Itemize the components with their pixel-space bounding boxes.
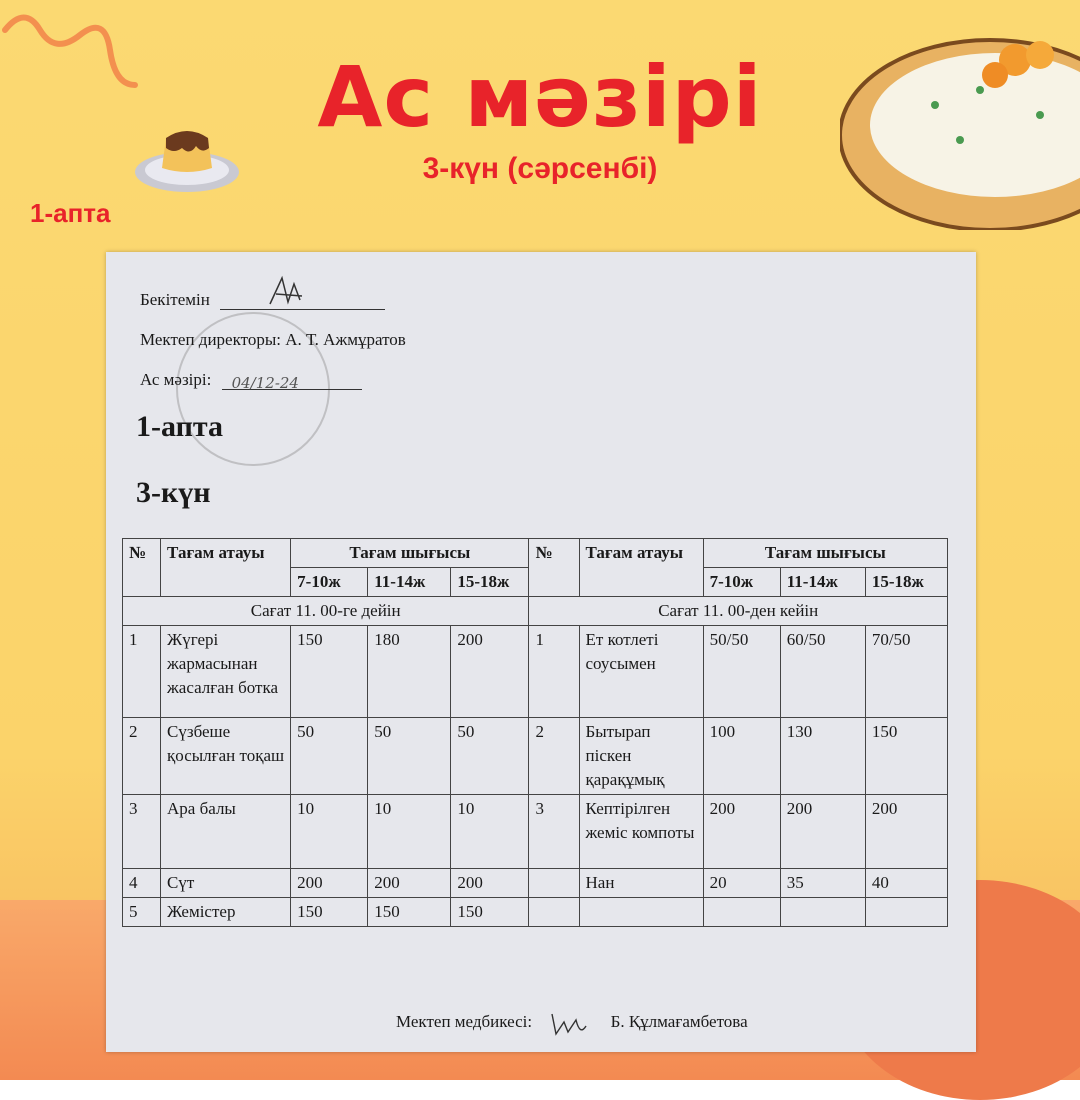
cell: 3: [123, 795, 161, 869]
col-age3-right: 15-18ж: [865, 568, 947, 597]
cell: 50: [368, 718, 451, 795]
cell: 10: [368, 795, 451, 869]
col-num: №: [123, 539, 161, 597]
approve-line: [140, 290, 385, 310]
cell: 150: [368, 898, 451, 927]
cell: 70/50: [865, 626, 947, 718]
cell: 20: [703, 869, 780, 898]
col-name: Тағам атауы: [161, 539, 291, 597]
signature-icon: [546, 1008, 596, 1038]
cell: 130: [780, 718, 865, 795]
table-row: [123, 718, 948, 795]
cell: [780, 898, 865, 927]
cell: [703, 898, 780, 927]
cell: Кептірілген жеміс компоты: [579, 795, 703, 869]
cell: 2: [529, 718, 579, 795]
table-row: [123, 898, 948, 927]
director-line: Мектеп директоры: А. Т. Ажмұратов: [140, 330, 406, 349]
cell: 10: [451, 795, 529, 869]
poster-title: Ас мәзірі: [317, 48, 763, 146]
cell: 4: [123, 869, 161, 898]
cell: 200: [865, 795, 947, 869]
cell: 150: [291, 626, 368, 718]
week-heading: 1-апта: [136, 410, 223, 443]
approve-label: Бекітемін: [140, 290, 210, 309]
cell: 180: [368, 626, 451, 718]
cell: 3: [529, 795, 579, 869]
cell: [579, 898, 703, 927]
cell: 200: [780, 795, 865, 869]
cell: Жемістер: [161, 898, 291, 927]
cell: 2: [123, 718, 161, 795]
section-after-11: Сағат 11. 00-ден кейін: [529, 597, 948, 626]
table-row: [123, 869, 948, 898]
cell: 50: [451, 718, 529, 795]
cell: Ет котлеті соусымен: [579, 626, 703, 718]
cell: 200: [703, 795, 780, 869]
cell: Сүт: [161, 869, 291, 898]
cell: 200: [451, 869, 529, 898]
menu-date-label: Ас мәзірі:: [140, 370, 212, 389]
rice-plate-icon: [840, 20, 1080, 230]
section-row: [123, 597, 948, 626]
nurse-name: Б. Құлмағамбетова: [610, 1011, 748, 1031]
cell: [529, 898, 579, 927]
menu-date-value: 04/12-24: [231, 374, 299, 392]
pudding-icon: [132, 120, 242, 195]
cell: 150: [291, 898, 368, 927]
cell: Нан: [579, 869, 703, 898]
cell: 150: [451, 898, 529, 927]
col-age1: 7-10ж: [291, 568, 368, 597]
cell: 35: [780, 869, 865, 898]
menu-date-underline: [222, 373, 362, 390]
week-label: 1-апта: [30, 198, 111, 228]
cell: 200: [291, 869, 368, 898]
col-age2: 11-14ж: [368, 568, 451, 597]
approve-signature-line: [220, 293, 385, 310]
cell: 60/50: [780, 626, 865, 718]
col-num-right: №: [529, 539, 579, 597]
cell: Ара балы: [161, 795, 291, 869]
cell: 100: [703, 718, 780, 795]
menu-date-line: [140, 370, 362, 390]
cell: [529, 869, 579, 898]
cell: 50/50: [703, 626, 780, 718]
cell: Бытырап піскен қарақұмық: [579, 718, 703, 795]
cell: 10: [291, 795, 368, 869]
poster-subtitle: 3-күн (сәрсенбі): [422, 152, 658, 185]
cell: 1: [529, 626, 579, 718]
section-before-11: Сағат 11. 00-ге дейін: [123, 597, 529, 626]
table-row: [123, 795, 948, 869]
cell: 200: [368, 869, 451, 898]
col-name-right: Тағам атауы: [579, 539, 703, 597]
table-row: [123, 626, 948, 718]
col-output-right: Тағам шығысы: [703, 539, 947, 568]
cell: 150: [865, 718, 947, 795]
col-age3: 15-18ж: [451, 568, 529, 597]
cell: 50: [291, 718, 368, 795]
nurse-signature-line: [396, 1008, 748, 1038]
cell: [865, 898, 947, 927]
cell: 5: [123, 898, 161, 927]
col-age1-right: 7-10ж: [703, 568, 780, 597]
cell: 1: [123, 626, 161, 718]
nurse-label: Мектеп медбикесі:: [396, 1011, 533, 1031]
cell: Жүгері жармасынан жасалған ботка: [161, 626, 291, 718]
signature-icon: [262, 274, 322, 308]
cell: Сүзбеше қосылған тоқаш: [161, 718, 291, 795]
col-output: Тағам шығысы: [291, 539, 529, 568]
cell: 200: [451, 626, 529, 718]
table-header-row: [123, 539, 948, 568]
menu-document: [106, 252, 976, 1052]
day-heading: 3-күн: [136, 476, 211, 509]
cell: 40: [865, 869, 947, 898]
col-age2-right: 11-14ж: [780, 568, 865, 597]
menu-table: [122, 538, 948, 927]
